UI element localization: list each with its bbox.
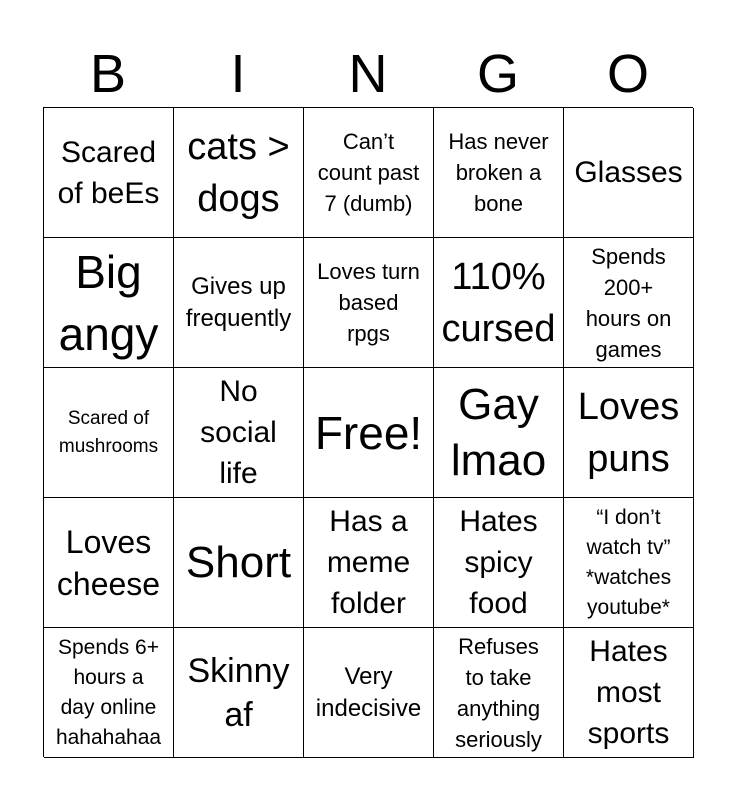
bingo-cell: Refuses to take anything seriously (434, 628, 564, 758)
header-letter-o: O (606, 44, 649, 104)
bingo-cell: Skinny af (174, 628, 304, 758)
bingo-cell: 110% cursed (434, 238, 564, 368)
bingo-board (43, 107, 693, 757)
bingo-cell: Spends 200+ hours on games (564, 238, 694, 368)
header-letter-n: N (348, 44, 388, 104)
bingo-cell: “I don’t watch tv” *watches youtube* (564, 498, 694, 628)
bingo-cell: Loves puns (564, 368, 694, 498)
bingo-cell: Has never broken a bone (434, 108, 564, 238)
bingo-cell: cats > dogs (174, 108, 304, 238)
bingo-cell: Scared of beEs (44, 108, 174, 238)
bingo-cell: Gives up frequently (174, 238, 304, 368)
bingo-cell: No social life (174, 368, 304, 498)
bingo-cell: Gay lmao (434, 368, 564, 498)
bingo-cell: Hates most sports (564, 628, 694, 758)
bingo-cell: Hates spicy food (434, 498, 564, 628)
bingo-cell: Glasses (564, 108, 694, 238)
header-letter-g: G (476, 44, 519, 104)
bingo-cell: Scared of mushrooms (44, 368, 174, 498)
bingo-cell: Short (174, 498, 304, 628)
bingo-cell: Loves turn based rpgs (304, 238, 434, 368)
header-letter-i: I (230, 44, 246, 104)
header-letter-b: B (89, 44, 127, 104)
free-space: Free! (304, 368, 434, 498)
bingo-header (43, 42, 693, 106)
bingo-cell: Spends 6+ hours a day online hahahahaa (44, 628, 174, 758)
bingo-cell: Can’t count past 7 (dumb) (304, 108, 434, 238)
bingo-cell: Has a meme folder (304, 498, 434, 628)
bingo-cell: Loves cheese (44, 498, 174, 628)
bingo-cell: Very indecisive (304, 628, 434, 758)
bingo-cell: Big angy (44, 238, 174, 368)
